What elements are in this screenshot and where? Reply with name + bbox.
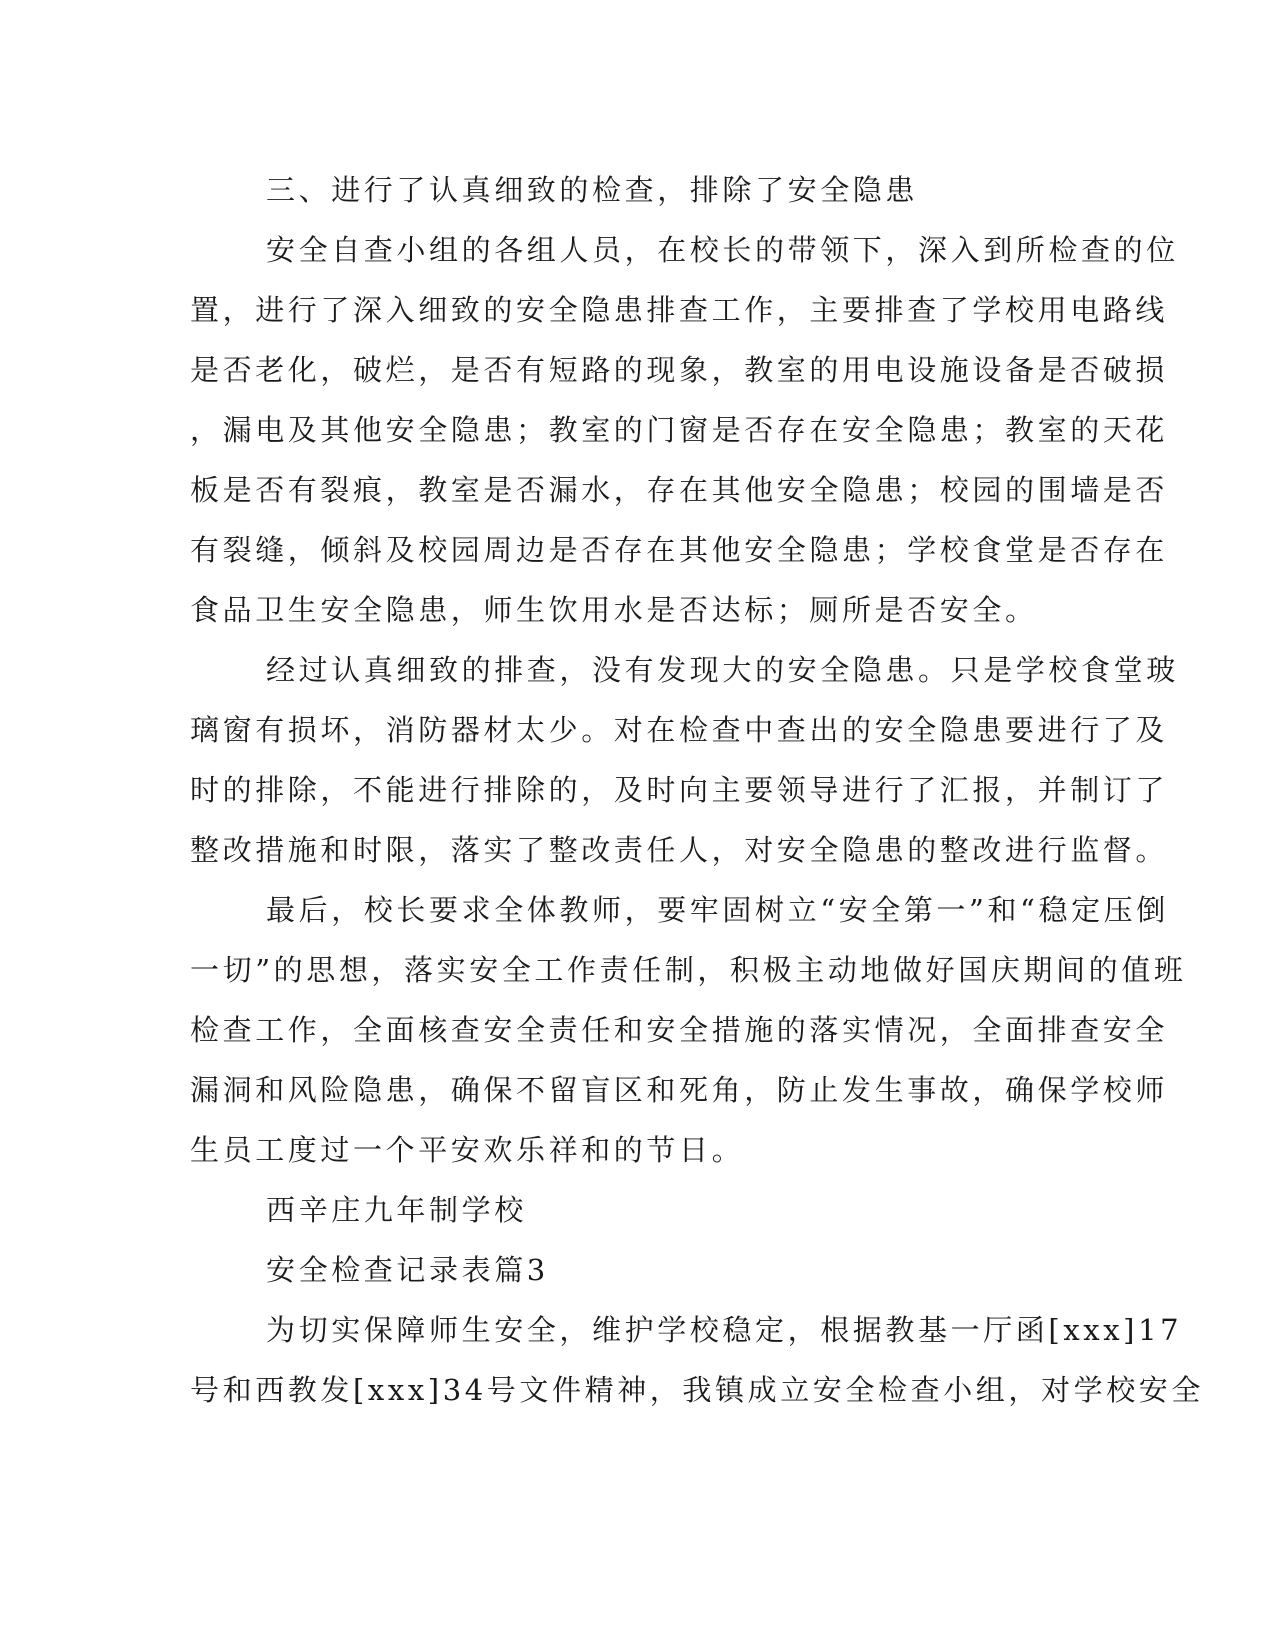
school-name: 西辛庄九年制学校: [266, 1193, 527, 1227]
paragraph-line: 时的排除，不能进行排除的，及时向主要领导进行了汇报，并制订了: [190, 773, 1169, 807]
paragraph-line: 为切实保障师生安全，维护学校稳定，根据教基一厅函[xxx]17: [266, 1313, 1183, 1347]
paragraph-line: 整改措施和时限，落实了整改责任人，对安全隐患的整改进行监督。: [190, 833, 1169, 867]
paragraph-line: 漏洞和风险隐患，确保不留盲区和死角，防止发生事故，确保学校师: [190, 1073, 1169, 1107]
paragraph-line: 最后，校长要求全体教师，要牢固树立“安全第一”和“稳定压倒: [266, 893, 1169, 927]
paragraph-line: 有裂缝，倾斜及校园周边是否存在其他安全隐患；学校食堂是否存在: [190, 533, 1169, 567]
paragraph-line: 板是否有裂痕，教室是否漏水，存在其他安全隐患；校园的围墙是否: [190, 473, 1169, 507]
section-title: 安全检查记录表篇3: [266, 1253, 549, 1287]
paragraph-line: ，漏电及其他安全隐患；教室的门窗是否存在安全隐患；教室的天花: [190, 413, 1169, 447]
paragraph-line: 置，进行了深入细致的安全隐患排查工作，主要排查了学校用电路线: [190, 293, 1169, 327]
section-heading: 三、进行了认真细致的检查，排除了安全隐患: [266, 173, 919, 207]
paragraph-line: 号和西教发[xxx]34号文件精神，我镇成立安全检查小组，对学校安全: [190, 1373, 1204, 1407]
paragraph-line: 检查工作，全面核查安全责任和安全措施的落实情况，全面排查安全: [190, 1013, 1169, 1047]
paragraph-line: 是否老化，破烂，是否有短路的现象，教室的用电设施设备是否破损: [190, 353, 1169, 387]
paragraph-line: 一切”的思想，落实安全工作责任制，积极主动地做好国庆期间的值班: [190, 953, 1187, 987]
paragraph-line: 璃窗有损坏，消防器材太少。对在检查中查出的安全隐患要进行了及: [190, 713, 1169, 747]
document-body: [190, 160, 1204, 1420]
paragraph-line: 安全自查小组的各组人员，在校长的带领下，深入到所检查的位: [266, 233, 1179, 267]
paragraph-line: 食品卫生安全隐患，师生饮用水是否达标；厕所是否安全。: [190, 593, 1038, 627]
paragraph-line: 经过认真细致的排查，没有发现大的安全隐患。只是学校食堂玻: [266, 653, 1179, 687]
paragraph-line: 生员工度过一个平安欢乐祥和的节日。: [190, 1133, 745, 1167]
